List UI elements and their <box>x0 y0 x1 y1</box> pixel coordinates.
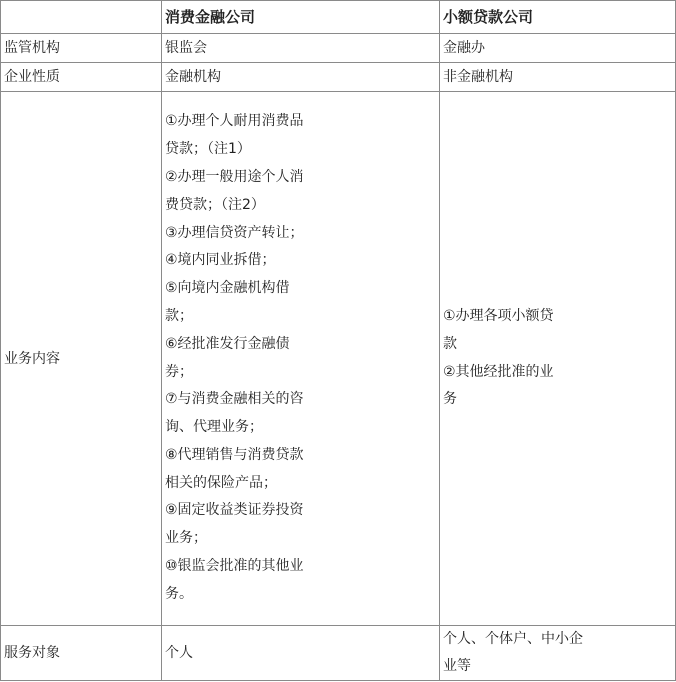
cell-consumer-regulator: 银监会 <box>162 34 440 63</box>
table-row <box>1 34 676 63</box>
table-row <box>1 626 676 681</box>
cell-micro-business <box>440 92 676 626</box>
list-item: ②办理一般用途个人消费贷款；（注2） <box>165 168 304 213</box>
cell-consumer-nature: 金融机构 <box>162 63 440 92</box>
table-row <box>1 92 676 626</box>
micro-service-target-text: 个人、个体户、中小企业等 <box>443 631 583 674</box>
list-item: ⑥经批准发行金融债券； <box>165 335 290 380</box>
header-microcredit: 小额贷款公司 <box>440 1 676 34</box>
list-item: ⑧代理销售与消费贷款相关的保险产品； <box>165 446 304 491</box>
consumer-business-list <box>165 108 313 608</box>
cell-micro-nature: 非金融机构 <box>440 63 676 92</box>
micro-business-list <box>443 303 563 414</box>
header-consumer-finance: 消费金融公司 <box>162 1 440 34</box>
row-label-service-target: 服务对象 <box>1 626 162 681</box>
row-label-regulator: 监管机构 <box>1 34 162 63</box>
table-row <box>1 63 676 92</box>
header-cell-empty <box>1 1 162 34</box>
list-item: ③办理信贷资产转让； <box>165 224 304 241</box>
list-item: ④境内同业拆借； <box>165 252 276 269</box>
cell-consumer-business <box>162 92 440 626</box>
row-label-nature: 企业性质 <box>1 63 162 92</box>
list-item: ⑦与消费金融相关的咨询、代理业务； <box>165 391 304 436</box>
list-item: ⑤向境内金融机构借款； <box>165 280 290 324</box>
list-item: ⑩银监会批准的其他业务。 <box>165 558 304 602</box>
cell-micro-regulator: 金融办 <box>440 34 676 63</box>
table-header-row <box>1 1 676 34</box>
row-label-business: 业务内容 <box>1 92 162 626</box>
list-item: ⑨固定收益类证券投资业务； <box>165 502 304 547</box>
list-item: ②其他经批准的业务 <box>443 363 554 408</box>
list-item: ①办理各项小额贷款 <box>443 307 554 352</box>
cell-micro-service-target <box>440 626 676 681</box>
cell-consumer-service-target: 个人 <box>162 626 440 681</box>
list-item: ①办理个人耐用消费品贷款；（注1） <box>165 113 304 158</box>
